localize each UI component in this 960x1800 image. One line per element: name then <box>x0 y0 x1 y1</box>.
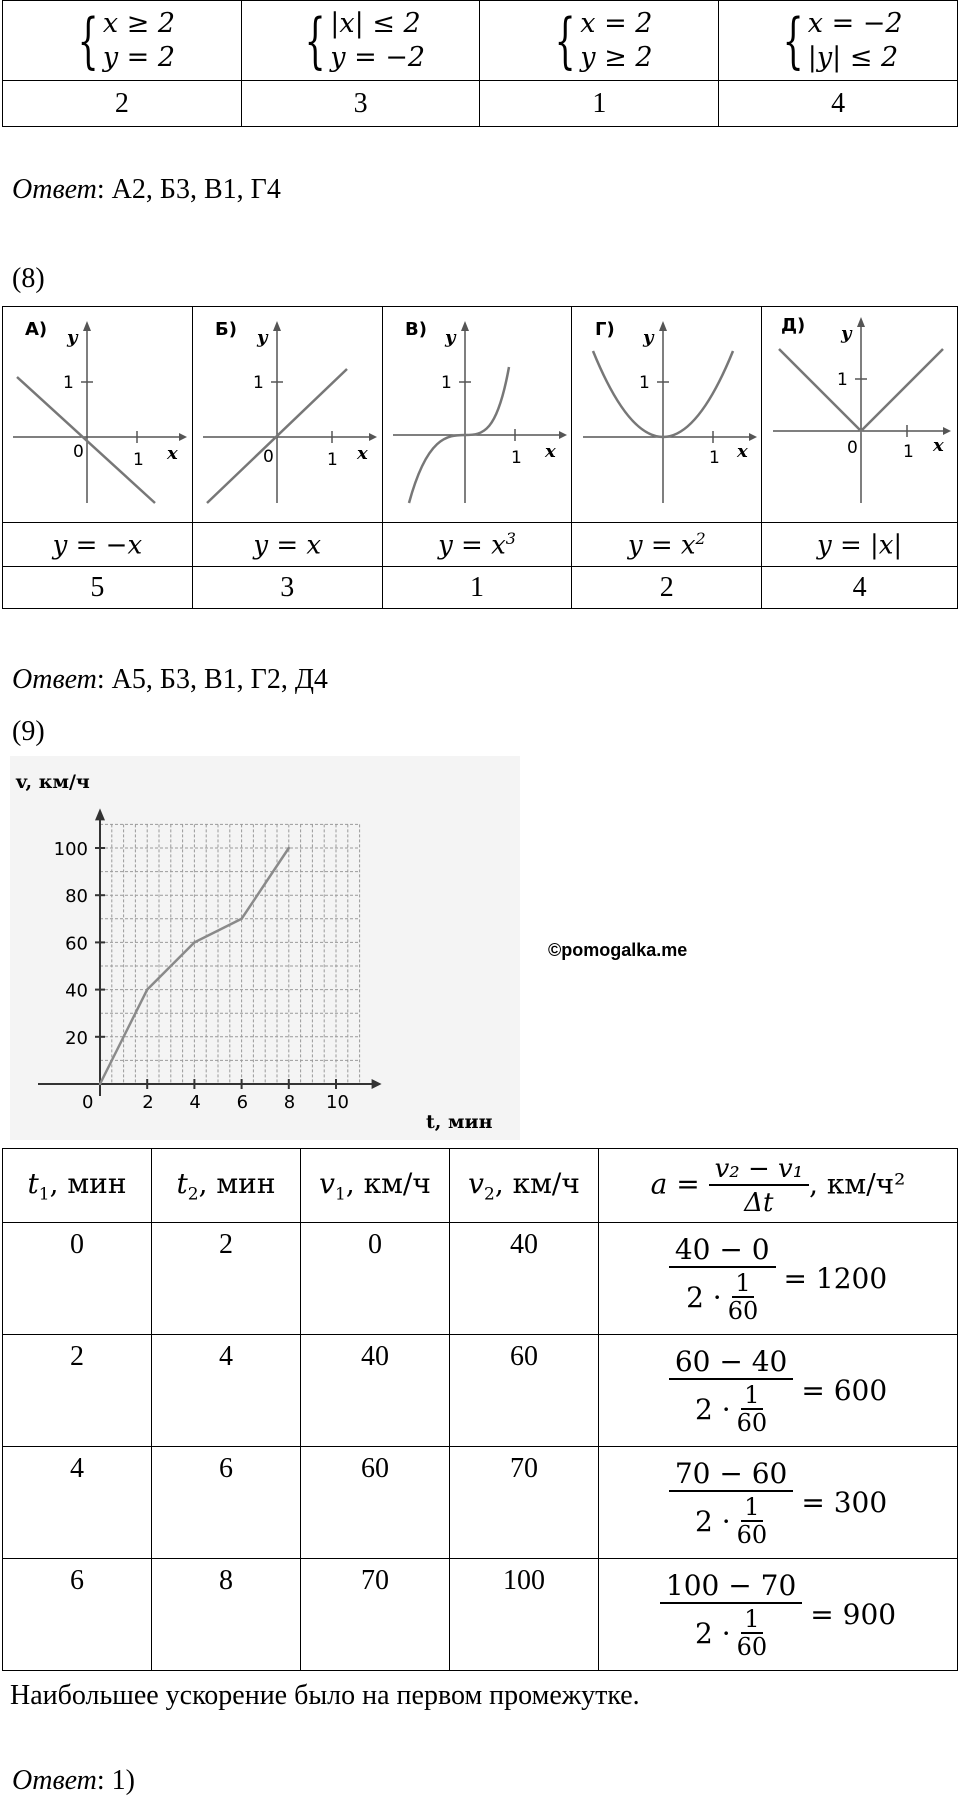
svg-text:0: 0 <box>73 442 85 462</box>
cell-t1: 6 <box>3 1559 152 1671</box>
x-tick-label: 10 <box>326 1092 349 1113</box>
table-row <box>3 1447 958 1559</box>
answer-text: : А5, Б3, В1, Г2, Д4 <box>96 664 328 695</box>
cell-acceleration: 40 − 0 2 · 1 60 = 1200 <box>599 1223 958 1335</box>
svg-text:x: x <box>544 441 556 462</box>
cell-acceleration: 70 − 60 2 · 1 60 = 300 <box>599 1447 958 1559</box>
graph-cell-c <box>382 307 572 523</box>
x-tick-label: 4 <box>189 1092 201 1113</box>
section-9-label: (9) <box>12 716 45 747</box>
svg-text:1: 1 <box>440 373 452 393</box>
cell-acceleration: 100 − 70 2 · 1 60 = 900 <box>599 1559 958 1671</box>
svg-text:1: 1 <box>902 442 914 462</box>
y-tick-label: 60 <box>65 933 88 955</box>
answer-label: Ответ <box>12 664 97 695</box>
cell-v2: 70 <box>450 1447 599 1559</box>
answer-7 <box>12 174 281 206</box>
svg-text:x: x <box>932 435 944 456</box>
number-cell: 4 <box>719 81 958 127</box>
cell-v1: 70 <box>301 1559 450 1671</box>
data-point <box>288 847 290 849</box>
svg-text:y: y <box>257 327 268 348</box>
number-cell: 1 <box>480 81 719 127</box>
cell-v1: 60 <box>301 1447 450 1559</box>
cell-v2: 100 <box>450 1559 599 1671</box>
table-row <box>3 1223 958 1335</box>
system-cell: { x ≥ 2 y = 2 <box>3 1 242 81</box>
graphs-table <box>2 306 958 609</box>
answer-label: Ответ <box>12 1765 97 1796</box>
data-point <box>193 941 195 943</box>
svg-text:Б): Б) <box>215 319 238 340</box>
svg-text:0: 0 <box>846 438 858 458</box>
graph-cell-b <box>192 307 382 523</box>
table-row <box>3 1559 958 1671</box>
number-cell: 1 <box>382 567 572 609</box>
header-acceleration: a = $\frac{\text{v₂ − v₁}}{\Delta t}$ , км/ч² <box>599 1149 958 1223</box>
graph-c <box>387 307 567 517</box>
formula-cell: y = −x <box>3 523 193 567</box>
cell-v1: 0 <box>301 1223 450 1335</box>
number-cell: 2 <box>3 81 242 127</box>
number-cell: 5 <box>3 567 193 609</box>
x-axis-label: t, мин <box>426 1111 493 1133</box>
answer-9 <box>12 1765 135 1797</box>
answer-text: : А2, Б3, В1, Г4 <box>96 174 281 205</box>
number-cell: 3 <box>192 567 382 609</box>
svg-text:x: x <box>167 443 179 464</box>
svg-text:y: y <box>444 327 456 348</box>
formula-cell: $y = x^3$ <box>382 523 572 567</box>
watermark: ©pomogalka.me <box>548 940 688 960</box>
svg-text:y: y <box>67 327 78 348</box>
graph-d <box>577 307 757 517</box>
cell-t2: 4 <box>152 1335 301 1447</box>
velocity-time-chart <box>10 756 520 1140</box>
data-point <box>99 1083 101 1085</box>
svg-text:x: x <box>736 441 748 462</box>
header-v2: $v_2$, км/ч <box>450 1149 599 1223</box>
svg-text:y: y <box>840 323 852 344</box>
cell-t1: 0 <box>3 1223 152 1335</box>
answer-text: : 1) <box>96 1765 135 1796</box>
svg-text:1: 1 <box>253 373 265 393</box>
header-v1: $v_1$, км/ч <box>301 1149 450 1223</box>
number-cell: 3 <box>241 81 480 127</box>
cell-v2: 60 <box>450 1335 599 1447</box>
graph-e <box>767 307 953 517</box>
cell-t1: 4 <box>3 1447 152 1559</box>
svg-text:1: 1 <box>638 373 650 393</box>
graph-a <box>7 307 187 517</box>
header-t1: $t_1$, мин <box>3 1149 152 1223</box>
answer-8 <box>12 664 328 696</box>
number-cell: 2 <box>572 567 762 609</box>
formula-cell: y = x <box>192 523 382 567</box>
formula-cell: $y = x^2$ <box>572 523 762 567</box>
conclusion-text: Наибольшее ускорение было на первом промежутке. <box>10 1680 640 1711</box>
cell-t1: 2 <box>3 1335 152 1447</box>
x-tick-label: 8 <box>283 1092 296 1113</box>
formula-cell: y = |x| <box>762 523 958 567</box>
answer-label: Ответ <box>12 174 97 205</box>
svg-text:1: 1 <box>133 450 145 470</box>
cell-v2: 40 <box>450 1223 599 1335</box>
cell-t2: 8 <box>152 1559 301 1671</box>
header-t2: $t_2$, мин <box>152 1149 301 1223</box>
svg-text:0: 0 <box>263 447 275 467</box>
y-tick-label: 100 <box>53 839 88 860</box>
svg-text:1: 1 <box>836 370 848 390</box>
cell-t2: 2 <box>152 1223 301 1335</box>
cell-v1: 40 <box>301 1335 450 1447</box>
x-tick-label: 2 <box>142 1092 154 1113</box>
svg-text:y: y <box>642 327 654 348</box>
y-tick-label: 20 <box>65 1027 88 1049</box>
section-8-label: (8) <box>12 263 45 294</box>
system-cell: { x = 2 y ≥ 2 <box>480 1 719 81</box>
y-axis-label: v, км/ч <box>16 771 90 793</box>
graph-letter: А) <box>25 319 48 340</box>
graph-b <box>197 307 377 517</box>
svg-text:1: 1 <box>63 373 75 393</box>
svg-text:Д): Д) <box>780 315 805 336</box>
svg-text:1: 1 <box>327 450 339 470</box>
svg-text:Г): Г) <box>594 319 615 340</box>
cell-t2: 6 <box>152 1447 301 1559</box>
system-cell: { |x| ≤ 2 y = −2 <box>241 1 480 81</box>
graph-cell-e <box>762 307 958 523</box>
data-point <box>146 988 148 990</box>
x-tick-label: 0 <box>82 1092 94 1113</box>
svg-text:1: 1 <box>708 448 720 468</box>
system-cell: { x = −2 |y| ≤ 2 <box>719 1 958 81</box>
x-tick-label: 6 <box>236 1092 249 1113</box>
svg-text:1: 1 <box>510 448 522 468</box>
svg-text:В): В) <box>404 319 427 340</box>
graph-cell-a <box>3 307 193 523</box>
number-cell: 4 <box>762 567 958 609</box>
y-tick-label: 80 <box>65 886 88 908</box>
table-row <box>3 1335 958 1447</box>
systems-table <box>2 0 958 127</box>
acceleration-table <box>2 1148 958 1671</box>
data-point <box>240 918 242 920</box>
y-tick-label: 40 <box>65 980 88 1002</box>
svg-text:x: x <box>357 443 368 464</box>
cell-acceleration: 60 − 40 2 · 1 60 = 600 <box>599 1335 958 1447</box>
graph-cell-d <box>572 307 762 523</box>
